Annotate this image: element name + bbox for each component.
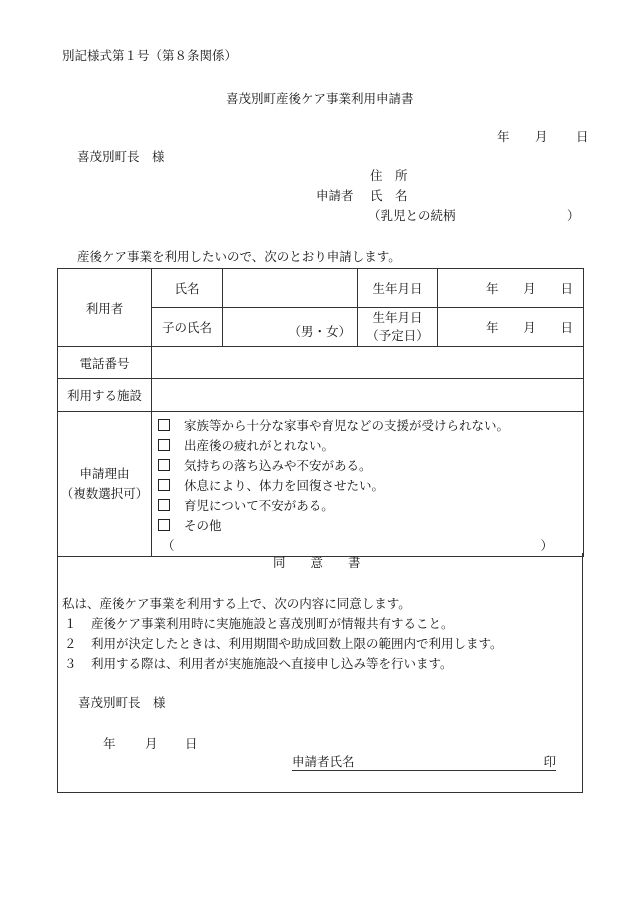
child-dob-field[interactable]	[438, 308, 584, 347]
sex-label: （男・女）	[288, 324, 351, 339]
reason-option[interactable]: 気持ちの落ち込みや不安がある。	[158, 456, 583, 476]
date-day-label: 日	[576, 129, 589, 144]
phone-label: 電話番号	[58, 347, 152, 379]
name-header: 氏名	[152, 269, 223, 308]
application-table	[57, 268, 584, 557]
reason-option[interactable]: 出産後の疲れがとれない。	[158, 436, 583, 456]
date-month-label: 月	[535, 129, 548, 144]
facility-field[interactable]	[152, 379, 584, 412]
reason-option[interactable]: 家族等から十分な家事や育児などの支援が受けられない。	[158, 416, 583, 436]
checkbox-icon[interactable]	[158, 459, 170, 471]
reason-option[interactable]: 育児について不安がある。	[158, 496, 583, 516]
dob-month: 月	[523, 281, 536, 296]
checkbox-icon[interactable]	[158, 419, 170, 431]
reason-multi-note: （複数選択可）	[60, 486, 149, 501]
consent-intro: 私は、産後ケア事業を利用する上で、次の内容に同意します。	[62, 596, 411, 611]
facility-label: 利用する施設	[58, 379, 152, 412]
dob-header: 生年月日	[358, 269, 438, 308]
date-year-label: 年	[497, 129, 510, 144]
child-name-field[interactable]	[223, 308, 358, 347]
user-label: 利用者	[58, 269, 152, 347]
checkbox-icon[interactable]	[158, 519, 170, 531]
child-name-header: 子の氏名	[152, 308, 223, 347]
relation-close: ）	[567, 208, 580, 223]
seal-mark: 印	[543, 754, 556, 769]
intro-text: 産後ケア事業を利用したいので、次のとおり申請します。	[77, 249, 401, 264]
consent-section: 同 意 書 私は、産後ケア事業を利用する上で、次の内容に同意します。 １ 産後ケア事業利用時に実施施設と喜茂別町が情報共有すること。 ２ 利用が決定したときは、利用期間や助成回数上限の範囲内で利用します。 ３ 利用する際は、利用者が実施施設へ直接申し込み等を行います。 喜茂別町長 様 年 月 日 申請者氏名 印	[57, 553, 583, 793]
reason-option[interactable]: 休息により、体力を回復させたい。	[158, 476, 583, 496]
name-field[interactable]	[223, 269, 358, 308]
signature-field[interactable]	[292, 756, 556, 771]
signature-label: 申請者氏名	[292, 754, 355, 769]
document-title: 喜茂別町産後ケア事業利用申請書	[226, 91, 414, 106]
consent-day-label: 日	[185, 736, 198, 751]
reason-header	[58, 412, 152, 557]
addressee: 喜茂別町長 様	[77, 149, 165, 164]
reason-options	[152, 412, 584, 557]
address-label: 住 所	[370, 168, 408, 183]
consent-addressee: 喜茂別町長 様	[78, 695, 166, 710]
reason-label: 申請理由	[79, 466, 130, 481]
checkbox-icon[interactable]	[158, 439, 170, 451]
consent-year-label: 年	[103, 736, 116, 751]
relation-label: （乳児との続柄	[368, 208, 456, 223]
checkbox-icon[interactable]	[158, 499, 170, 511]
child-dob-year: 年	[486, 320, 499, 335]
child-dob-label: 生年月日	[372, 310, 423, 325]
consent-title: 同 意 書	[273, 555, 361, 570]
dob-day: 日	[560, 281, 573, 296]
dob-field[interactable]	[438, 269, 584, 308]
child-dob-month: 月	[523, 320, 536, 335]
name-label: 氏 名	[370, 188, 408, 203]
consent-month-label: 月	[145, 736, 158, 751]
phone-field[interactable]	[152, 347, 584, 379]
child-dob-expected-label: （予定日）	[366, 328, 429, 343]
other-close-paren: ）	[540, 538, 553, 553]
applicant-label: 申請者	[316, 188, 354, 203]
other-open-paren: （	[162, 538, 175, 553]
dob-year: 年	[486, 281, 499, 296]
form-reference: 別記様式第１号（第８条関係）	[62, 48, 238, 63]
reason-option-other[interactable]: その他	[158, 516, 583, 536]
checkbox-icon[interactable]	[158, 479, 170, 491]
child-dob-day: 日	[560, 320, 573, 335]
child-dob-header	[358, 308, 438, 347]
